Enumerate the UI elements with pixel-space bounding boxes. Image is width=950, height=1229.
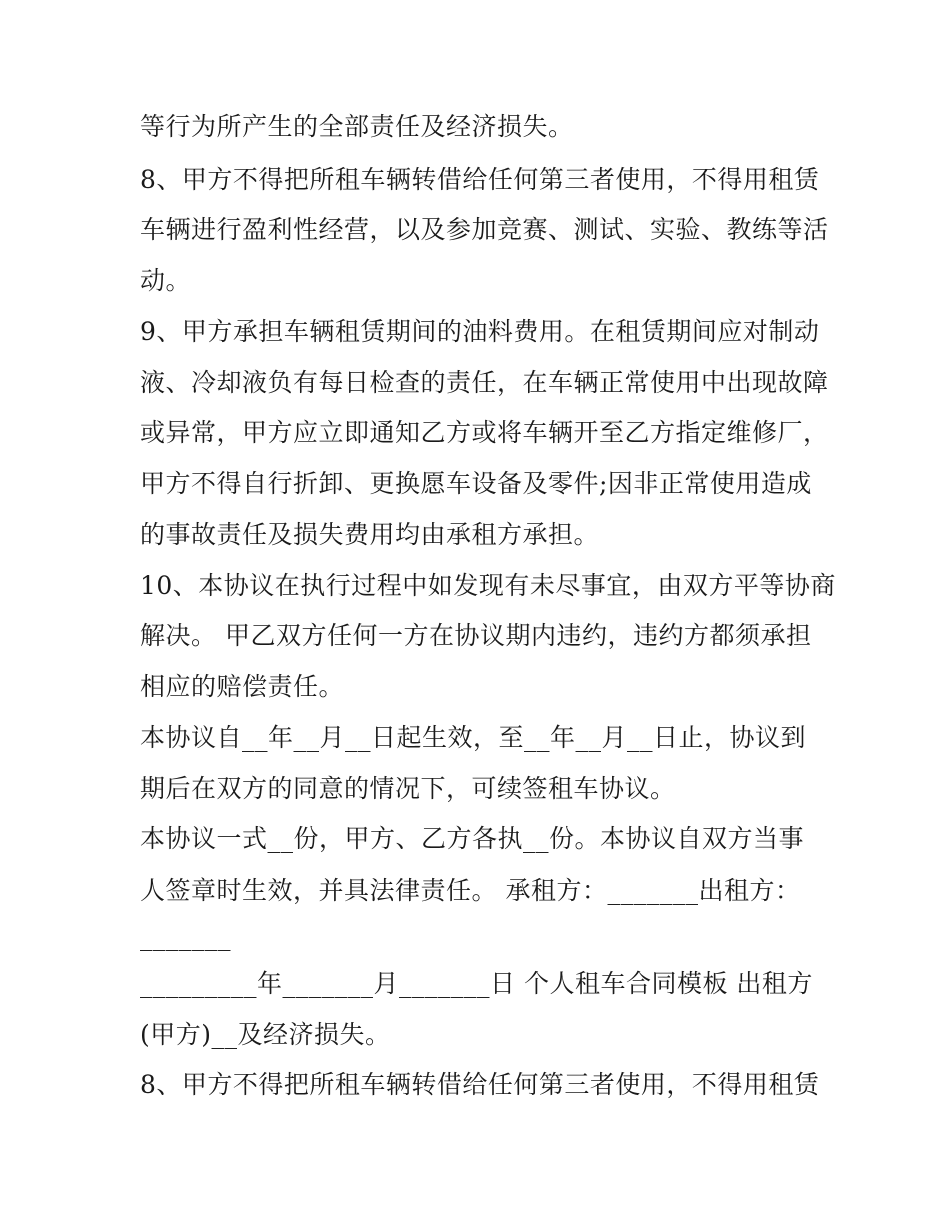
- text-line: 8、甲方不得把所租车辆转借给任何第三者使用，不得用租赁: [140, 165, 820, 194]
- text-line: 动。: [140, 266, 192, 295]
- text-line: 的事故责任及损失费用均由承租方承担。: [140, 520, 600, 549]
- text-line: (甲方)__及经济损失。: [140, 1020, 391, 1049]
- text-line: 等行为所产生的全部责任及经济损失。: [140, 112, 574, 141]
- text-line: 相应的赔偿责任。: [140, 672, 345, 701]
- text-line: 或异常，甲方应立即通知乙方或将车辆开至乙方指定维修厂，: [140, 418, 829, 447]
- text-line: _________年_______月_______日 个人租车合同模板 出租方: [140, 969, 813, 998]
- text-line: 期后在双方的同意的情况下，可续签租车协议。: [140, 774, 676, 803]
- text-line: 8、甲方不得把所租车辆转借给任何第三者使用，不得用租赁: [140, 1070, 820, 1099]
- text-line: 车辆进行盈利性经营，以及参加竞赛、测试、实验、教练等活: [140, 215, 829, 244]
- text-line: 人签章时生效，并具法律责任。 承租方：_______出租方：: [140, 876, 801, 905]
- text-line: 本协议一式__份，甲方、乙方各执__份。本协议自双方当事: [140, 824, 805, 853]
- text-line: 9、甲方承担车辆租赁期间的油料费用。在租赁期间应对制动: [140, 317, 820, 346]
- text-line: 甲方不得自行折卸、更换愿车设备及零件;因非正常使用造成: [140, 469, 812, 498]
- text-line: 10、本协议在执行过程中如发现有未尽事宜，由双方平等协商: [140, 571, 836, 600]
- text-line: 本协议自__年__月__日起生效，至__年__月__日止，协议到: [140, 723, 807, 752]
- text-line: 液、冷却液负有每日检查的责任，在车辆正常使用中出现故障: [140, 368, 829, 397]
- text-line: _______: [140, 922, 231, 951]
- text-line: 解决。 甲乙双方任何一方在协议期内违约，违约方都须承担: [140, 621, 812, 650]
